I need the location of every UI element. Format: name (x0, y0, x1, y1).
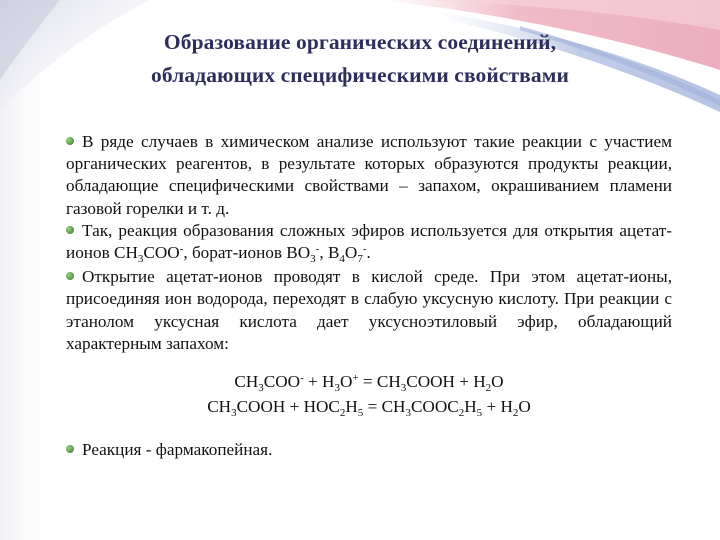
subscript: 4 (339, 253, 345, 266)
page-title (60, 26, 660, 92)
eq-part: H (345, 396, 358, 416)
bullet-item-1 (66, 131, 672, 220)
title-line-1: Образование органических соединений, (163, 30, 557, 54)
formula-part: , B (319, 243, 340, 263)
bullet-text: Открытие ацетат-ионов проводят в кислой среде. При этом ацетат-ионы, присоединяя ион водорода, переходят в слабую уксусную кислоту. При реакции с этанолом уксусная кислота дает уксусноэтиловый эфир, обладающий характерным запахом: (66, 267, 672, 353)
formula-part: O (344, 243, 358, 263)
bullet-text: Так, реакция образования сложных эфиров используется для открытия ацетат-ионов CH (66, 220, 672, 263)
subscript: 7 (357, 253, 363, 266)
formula-part: , борат-ионов BO (183, 243, 311, 263)
eq-part: = CH (363, 396, 406, 416)
superscript: - (362, 243, 367, 256)
equation-1 (66, 371, 672, 396)
eq-part: COOH + HOC (236, 396, 340, 416)
eq-part: COOC (410, 396, 459, 416)
eq-part: O (491, 372, 504, 392)
subscript: 3 (137, 253, 144, 266)
superscript: + (352, 372, 359, 385)
subscript: 5 (476, 406, 483, 419)
superscript: - (179, 243, 184, 256)
eq-part: CH (207, 396, 232, 416)
eq-part: CH (234, 372, 259, 392)
subscript: 5 (357, 406, 364, 419)
equation-2 (66, 396, 672, 421)
superscript: - (300, 372, 304, 385)
formula-part: COO (143, 243, 180, 263)
subscript: 2 (485, 382, 492, 395)
subscript: 2 (458, 406, 465, 419)
title-line-2: обладающих специфическими свойствами (151, 63, 569, 87)
subscript: 3 (400, 382, 407, 395)
eq-part: + H (303, 372, 335, 392)
subscript: 3 (310, 253, 316, 266)
subscript: 3 (405, 406, 411, 419)
bullet-dot-icon (66, 445, 74, 453)
equation-block (66, 371, 672, 420)
superscript: - (315, 243, 320, 256)
subscript: 3 (231, 406, 237, 419)
bullet-dot-icon (66, 226, 74, 234)
eq-part: = CH (358, 372, 401, 392)
bullet-item-4 (66, 439, 672, 461)
eq-part: O (339, 372, 353, 392)
formula-part: . (366, 243, 371, 263)
eq-part: O (518, 396, 531, 416)
bullet-item-3 (66, 266, 672, 355)
eq-part: COO (263, 372, 301, 392)
bullet-text: В ряде случаев в химическом анализе используют такие реакции с участием органических реагентов, в результате которых образуются продукты реакции, обладающие специфическими свойствами – запахом, окрашиванием пламени газовой горелки и т. д. (66, 132, 672, 218)
subscript: 2 (339, 406, 346, 419)
subscript: 3 (334, 382, 340, 395)
eq-part: + H (482, 396, 513, 416)
bullet-dot-icon (66, 272, 74, 280)
eq-part: H (464, 396, 477, 416)
subscript: 3 (258, 382, 264, 395)
eq-part: COOH + H (406, 372, 486, 392)
bullet-item-2 (66, 220, 672, 266)
subscript: 2 (512, 406, 519, 419)
bullet-text: Реакция - фармакопейная. (82, 440, 273, 460)
content-body (66, 131, 672, 461)
bullet-dot-icon (66, 137, 74, 145)
